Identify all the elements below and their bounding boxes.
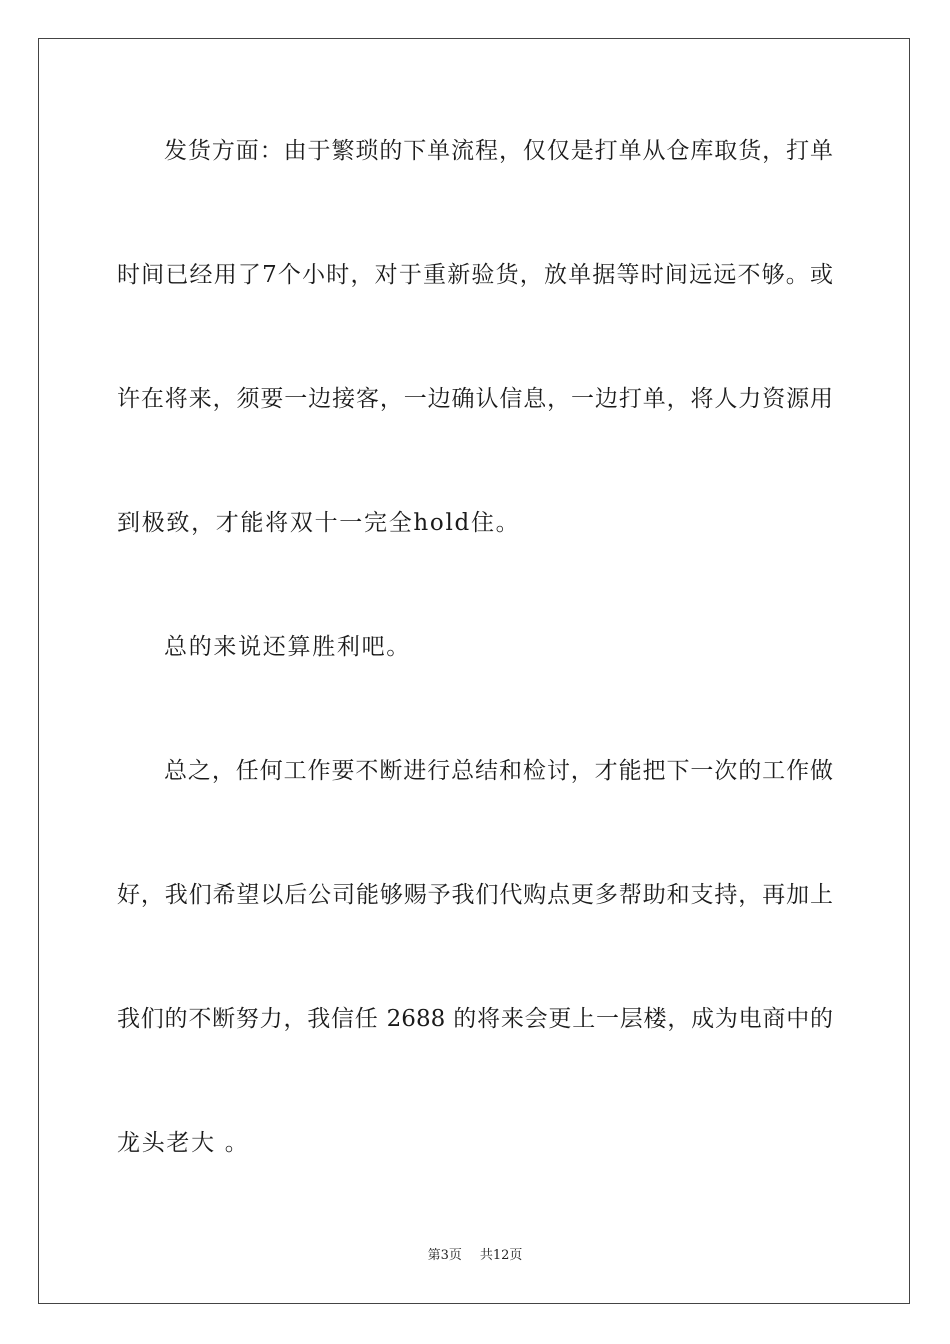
paragraph-line: 龙头老大 。	[117, 1130, 250, 1156]
page-footer	[0, 1247, 950, 1265]
paragraph-line: 总之，任何工作要不断进行总结和检讨，才能把下一次的工作做	[164, 758, 833, 784]
page-number: 第3页	[427, 1248, 462, 1263]
paragraph-line: 好，我们希望以后公司能够赐予我们代购点更多帮助和支持，再加上	[117, 882, 833, 908]
paragraph-line: 总的来说还算胜利吧。	[164, 634, 411, 660]
page-total: 共12页	[479, 1248, 523, 1263]
paragraph-line: 到极致，才能将双十一完全hold住。	[117, 510, 521, 536]
page-border	[38, 38, 910, 1304]
paragraph-line: 我们的不断努力，我信任 2688 的将来会更上一层楼，成为电商中的	[117, 1006, 833, 1032]
paragraph-line: 许在将来，须要一边接客，一边确认信息，一边打单，将人力资源用	[117, 386, 833, 412]
paragraph-line: 发货方面：由于繁琐的下单流程，仅仅是打单从仓库取货，打单	[164, 138, 833, 164]
paragraph-line: 时间已经用了7个小时，对于重新验货，放单据等时间远远不够。或	[117, 262, 833, 288]
